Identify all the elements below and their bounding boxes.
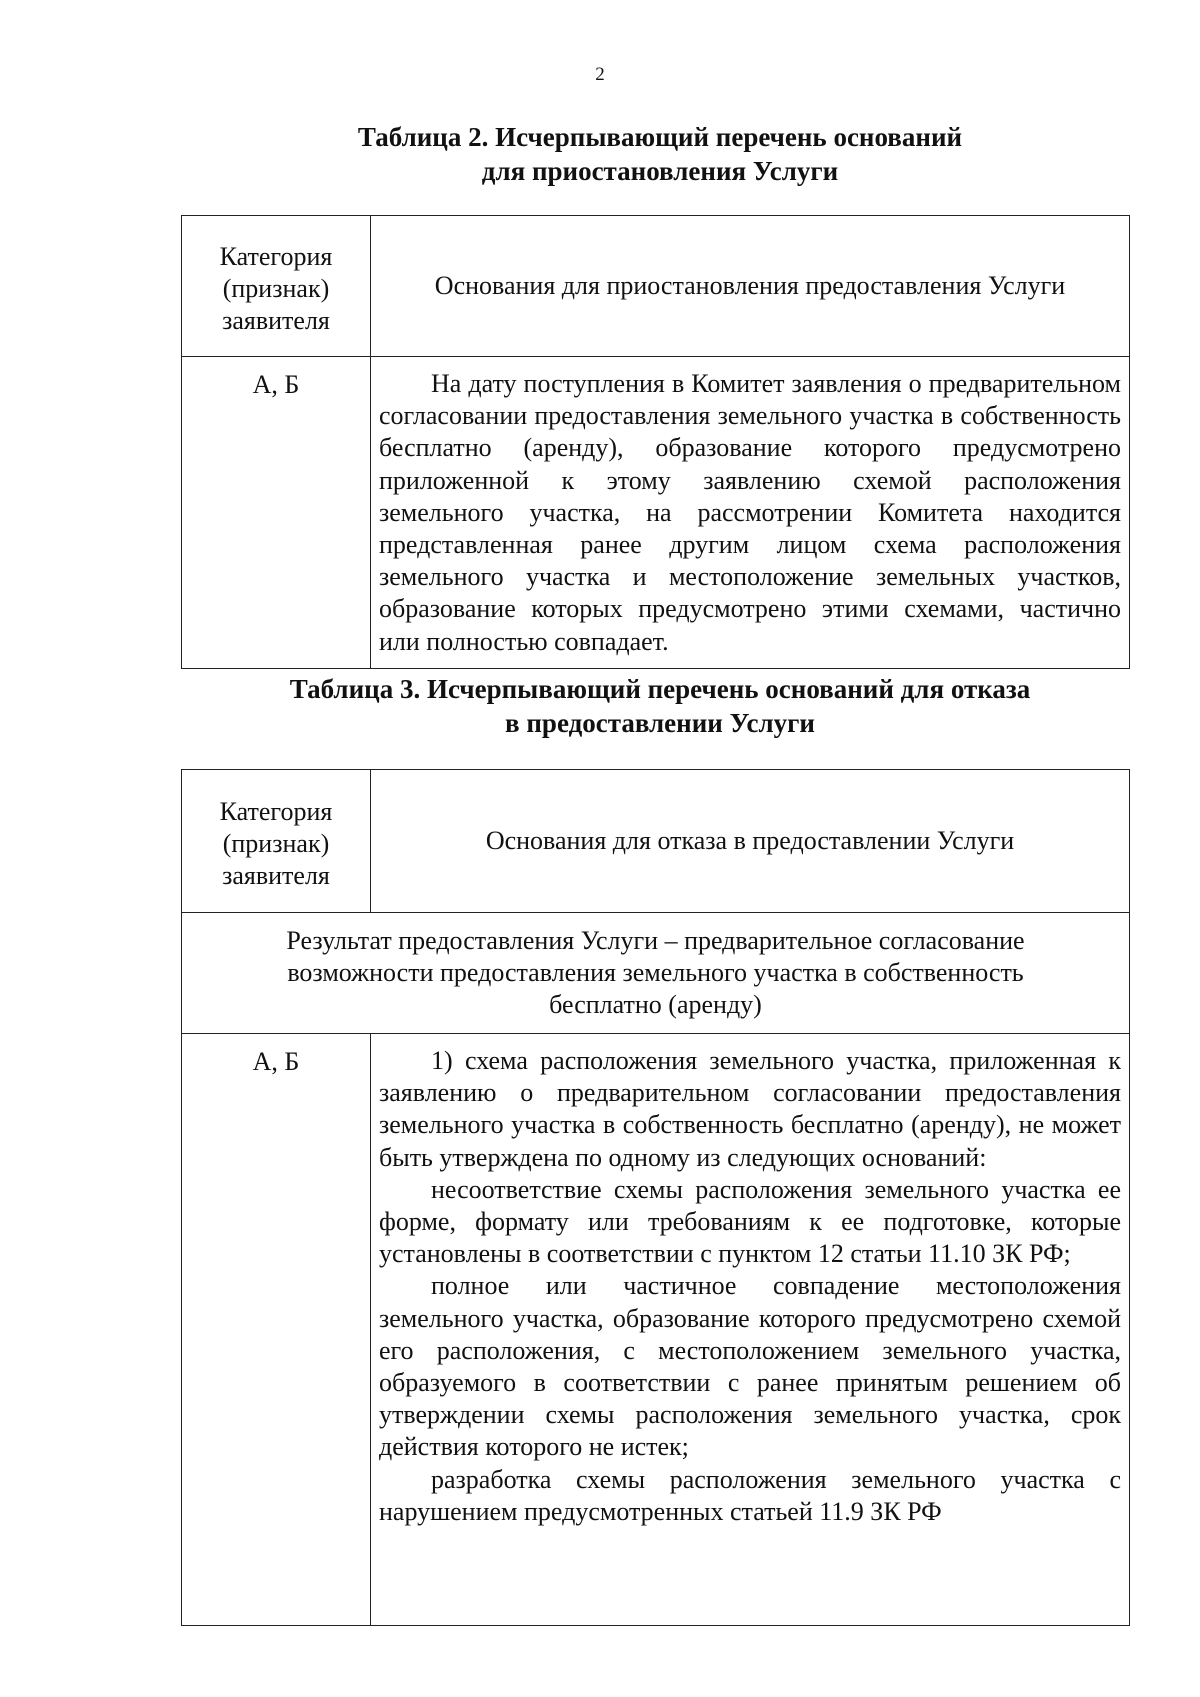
header-grounds-cell: Основания для приостановления предоставления Услуги [371, 216, 1130, 357]
table-3-title-line-2: в предоставлении Услуги [505, 708, 815, 738]
table-row-header [182, 770, 1130, 913]
category-cell: А, Б [182, 1034, 371, 1626]
grounds-paragraph: На дату поступления в Комитет заявления о предварительном согласовании предоставления земельного участка в собственность бесплатно (аренду), образование которого предусмотрено приложенной к этому заявлению схемой расположения земельного участка, на рассмотрении Комитета находится представленная ранее другим лицом схема расположения земельного участка и местоположение земельных участков, образование которых предусмотрено этими схемами, частично или полностью совпадает. [379, 369, 1121, 656]
grounds-paragraph-3: полное или частичное совпадение местоположения земельного участка, образование которого предусмотрено схемой его расположения, с местоположением земельного участка, образуемого в соответствии с ранее принятым решением об утверждении схемы расположения земельного участка, срок действия которого не истек; [379, 1271, 1121, 1462]
grounds-cell [371, 1034, 1130, 1626]
result-line-2: возможности предоставления земельного участка в собственность [287, 958, 1024, 987]
grounds-cell [371, 357, 1130, 669]
header-category-line-2: (признак) [222, 274, 330, 303]
table-2-title-line-1: Таблица 2. Исчерпывающий перечень оснований [357, 122, 963, 152]
table-2-title [0, 120, 1200, 188]
table-row [182, 357, 1130, 669]
table-3-title-line-1: Таблица 3. Исчерпывающий перечень оснований для отказа [289, 674, 1031, 704]
result-line-1: Результат предоставления Услуги – предварительное согласование [286, 926, 1025, 955]
header-category-line-1: Категория [219, 242, 333, 271]
header-category-cell [182, 770, 371, 913]
table-3-refusal-grounds [181, 769, 1130, 1626]
page-number: 2 [595, 64, 605, 85]
grounds-paragraph-2: несоответствие схемы расположения земельного участка ее форме, формату или требованиям к ее подготовке, которые установлены в соответствии с пунктом 12 статьи 11.10 ЗК РФ; [379, 1174, 1121, 1269]
grounds-paragraph-4: разработка схемы расположения земельного участка с нарушением предусмотренных статьей 11.9 ЗК РФ [379, 1464, 1121, 1526]
header-category-cell [182, 216, 371, 357]
table-row-header [182, 216, 1130, 357]
header-category-line-2: (признак) [222, 829, 330, 858]
result-cell [182, 913, 1130, 1034]
header-category-line-3: заявителя [222, 861, 330, 890]
table-2-suspension-grounds [181, 215, 1130, 669]
header-category-line-3: заявителя [222, 306, 330, 335]
header-grounds-cell: Основания для отказа в предоставлении Услуги [371, 770, 1130, 913]
table-row [182, 1034, 1130, 1626]
table-3-title [0, 672, 1200, 740]
grounds-paragraph-1: 1) схема расположения земельного участка, приложенная к заявлению о предварительном согласовании предоставления земельного участка в собственность бесплатно (аренду), не может быть утверждена по одному из следующих оснований: [379, 1046, 1121, 1172]
category-cell: А, Б [182, 357, 371, 669]
header-category-line-1: Категория [219, 797, 333, 826]
table-2-title-line-2: для приостановления Услуги [481, 156, 839, 186]
table-row-result [182, 913, 1130, 1034]
result-line-3: бесплатно (аренду) [549, 990, 762, 1019]
